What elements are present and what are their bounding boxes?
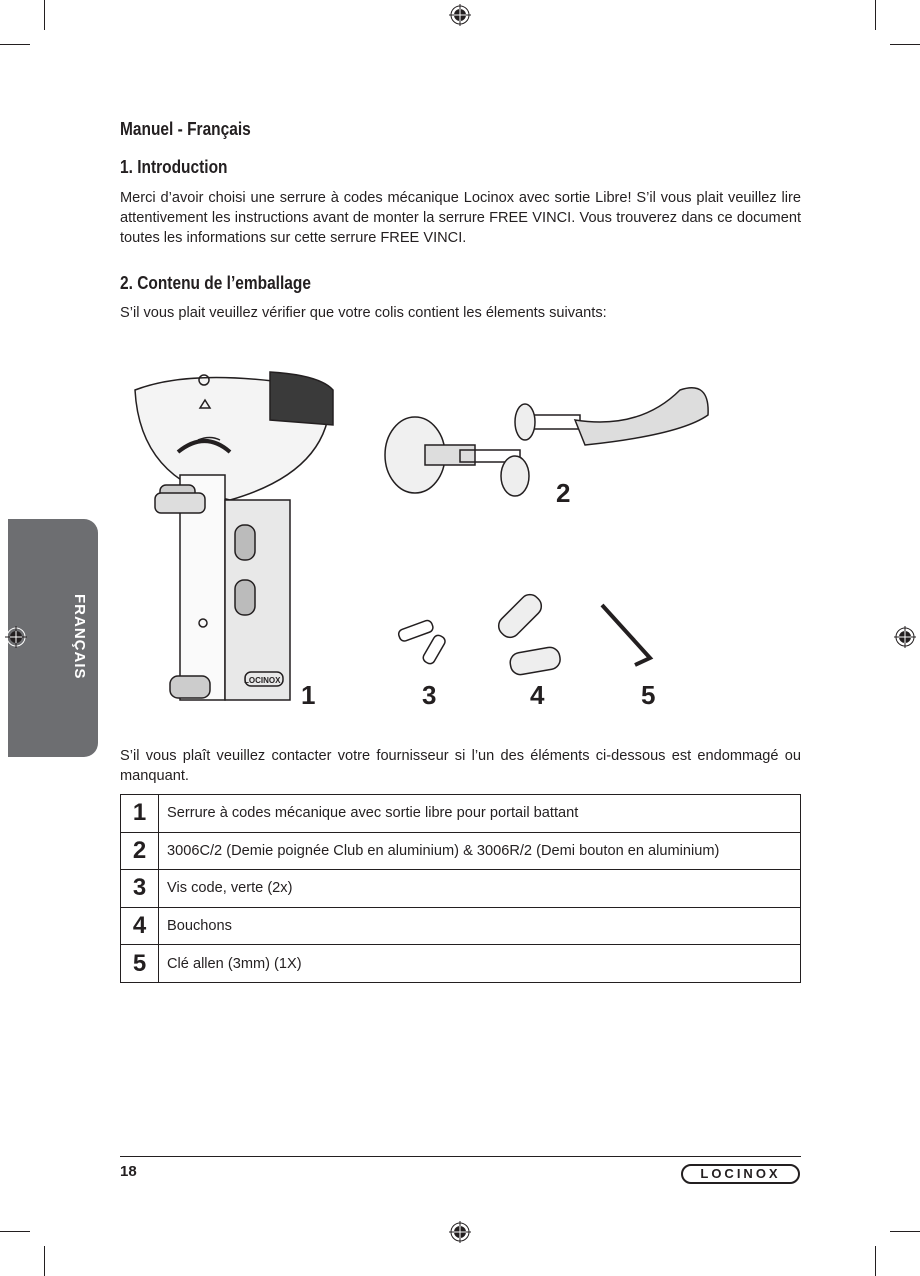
crop-mark	[44, 0, 45, 30]
table-row	[121, 945, 801, 983]
part-number: 2	[121, 832, 159, 870]
language-side-tab-label: FRANÇAIS	[71, 594, 88, 680]
locinox-logo: LOCINOX	[681, 1164, 800, 1184]
table-row	[121, 795, 801, 833]
contact-supplier-text: S’il vous plaît veuillez contacter votre fournisseur si l’un des éléments ci-dessous est endommagé ou manquant.	[120, 748, 801, 784]
part-description: 3006C/2 (Demie poignée Club en aluminium) & 3006R/2 (Demi bouton en aluminium)	[159, 832, 801, 870]
part-description: Vis code, verte (2x)	[159, 870, 801, 908]
page-number: 18	[120, 1163, 137, 1180]
part-number: 4	[121, 907, 159, 945]
figure-label-3: 3	[422, 680, 437, 710]
code-screws-drawing	[397, 619, 447, 665]
figure-label-5: 5	[641, 680, 656, 710]
registration-mark-icon	[449, 1221, 471, 1243]
manual-title: Manuel - Français	[120, 119, 251, 139]
part-description: Clé allen (3mm) (1X)	[159, 945, 801, 983]
crop-mark	[0, 1231, 30, 1232]
package-contents-illustration	[120, 360, 720, 710]
part-number: 1	[121, 795, 159, 833]
section-title-package-contents: 2. Contenu de l’emballage	[120, 273, 311, 293]
introduction-text: Merci d’avoir choisi une serrure à codes mécanique Locinox avec sortie Libre! S’il vous plait veuillez lire attentivement les instructions avant de monter la serrure FREE VINCI. Vous trouverez dans ce document toutes les informations sur cette serrure FREE VINCI.	[120, 190, 801, 246]
figure-label-4: 4	[530, 680, 545, 710]
part-number: 3	[121, 870, 159, 908]
registration-mark-icon	[894, 626, 916, 648]
allen-key-drawing	[602, 605, 650, 665]
crop-mark	[890, 44, 920, 45]
table-row	[121, 832, 801, 870]
crop-mark	[875, 1246, 876, 1276]
figure-label-1: 1	[301, 680, 316, 710]
crop-mark	[0, 44, 30, 45]
parts-table	[120, 794, 801, 983]
part-description: Serrure à codes mécanique avec sortie libre pour portail battant	[159, 795, 801, 833]
handle-and-knob-drawing	[385, 388, 708, 496]
code-lock-drawing	[135, 372, 333, 700]
table-row	[121, 870, 801, 908]
registration-mark-icon	[5, 626, 27, 648]
crop-mark	[875, 0, 876, 30]
lock-logo: LOCINOX	[244, 676, 281, 685]
part-description: Bouchons	[159, 907, 801, 945]
caps-drawing	[495, 591, 562, 677]
package-contents-text: S’il vous plait veuillez vérifier que votre colis contient les élements suivants:	[120, 305, 607, 321]
figure-label-2: 2	[556, 478, 571, 508]
crop-mark	[44, 1246, 45, 1276]
section-title-introduction: 1. Introduction	[120, 157, 228, 177]
registration-mark-icon	[449, 4, 471, 26]
part-number: 5	[121, 945, 159, 983]
crop-mark	[890, 1231, 920, 1232]
footer-divider	[120, 1156, 801, 1157]
table-row	[121, 907, 801, 945]
